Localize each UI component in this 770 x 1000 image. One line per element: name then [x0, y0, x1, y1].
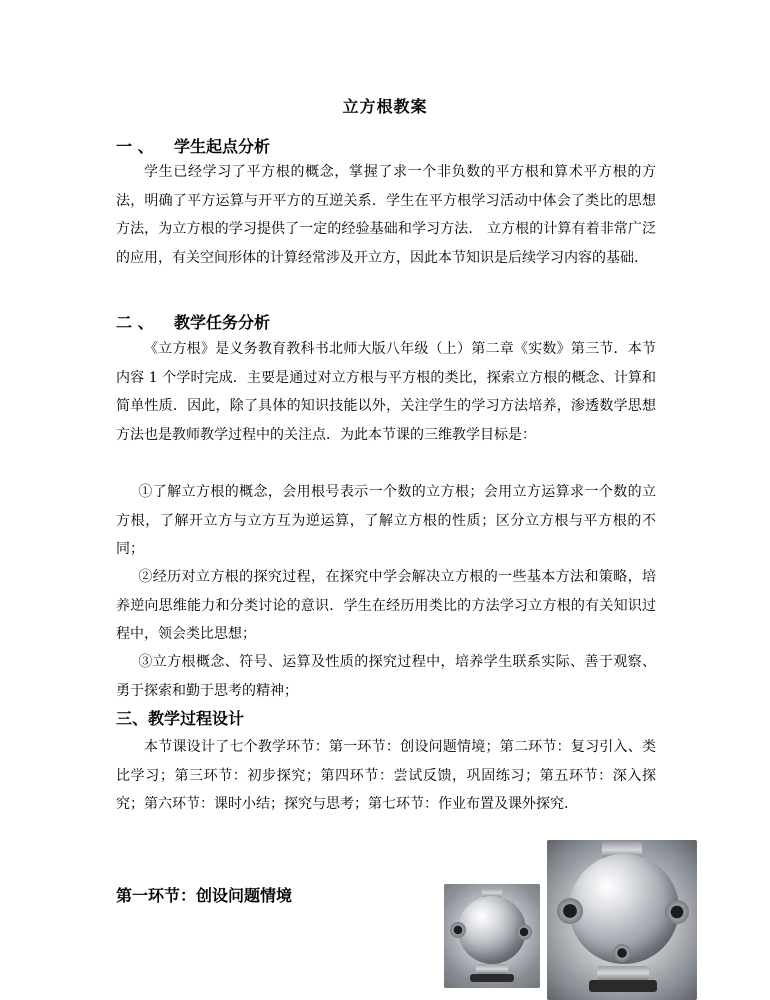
section-2-number: 二 、	[116, 313, 154, 332]
left-port	[557, 898, 583, 924]
base-plate	[470, 974, 514, 982]
small-sphere-photo	[444, 884, 540, 988]
section-2-title: 教学任务分析	[174, 313, 271, 332]
base-plate	[589, 980, 657, 992]
right-port	[665, 900, 689, 924]
section-3-heading: 三、教学过程设计	[116, 709, 245, 728]
section-1-number: 一 、	[116, 137, 154, 156]
section-1-title: 学生起点分析	[174, 137, 271, 156]
goal-1: ①了解立方根的概念，会用根号表示一个数的立方根；会用立方运算求一个数的立方根，了解开立方与立方互为逆运算，了解立方根的性质；区分立方根与平方根的不同；	[116, 484, 656, 557]
base-flange	[597, 966, 649, 980]
section-1-heading	[116, 134, 270, 157]
section-1-paragraph: 学生已经学习了平方根的概念，掌握了求一个非负数的平方根和算术平方根的方法，明确了平方运算与开平方的互逆关系．学生在平方根学习活动中体会了类比的思想方法，为立方根的学习提供了一定的经验基础和学习方法． 立方根的计算有着非常广泛的应用，有关空间形体的计算经常涉及开立方，因此本节知识是后续学习内容的基础.	[116, 164, 656, 266]
goal-3: ③立方根概念、符号、运算及性质的探究过程中，培养学生联系实际、善于观察、勇于探索和勤于思考的精神；	[116, 654, 656, 699]
goal-2: ②经历对立方根的探究过程，在探究中学会解决立方根的一些基本方法和策略，培养逆向思维能力和分类讨论的意识．学生在经历用类比的方法学习立方根的有关知识过程中，领会类比思想；	[116, 569, 656, 642]
section-2-paragraph: 《立方根》是义务教育教科书北师大版八年级（上）第二章《实数》第三节．本节内容 1 个学时完成．主要是通过对立方根与平方根的类比，探索立方根的概念、计算和简单性质．因此，除了具体的知识技能以外，关注学生的学习方法培养，渗透数学思想方法也是教师教学过程中的关注点．为此本节课的三维教学目标是：	[116, 341, 656, 443]
section-2-heading	[116, 310, 270, 333]
page-title: 立方根教案	[342, 97, 428, 116]
large-sphere-photo	[547, 840, 697, 1000]
left-port	[450, 922, 466, 938]
base-flange	[476, 964, 508, 974]
right-port	[516, 924, 532, 940]
section-3-paragraph: 本节课设计了七个教学环节：第一环节：创设问题情境；第二环节：复习引入、类比学习；第三环节：初步探究；第四环节：尝试反馈，巩固练习；第五环节：深入探究；第六环节：课时小结；探究与思考；第七环节：作业布置及课外探究.	[116, 739, 656, 812]
front-port	[613, 944, 631, 962]
section-4-heading: 第一环节：创设问题情境	[116, 886, 293, 905]
